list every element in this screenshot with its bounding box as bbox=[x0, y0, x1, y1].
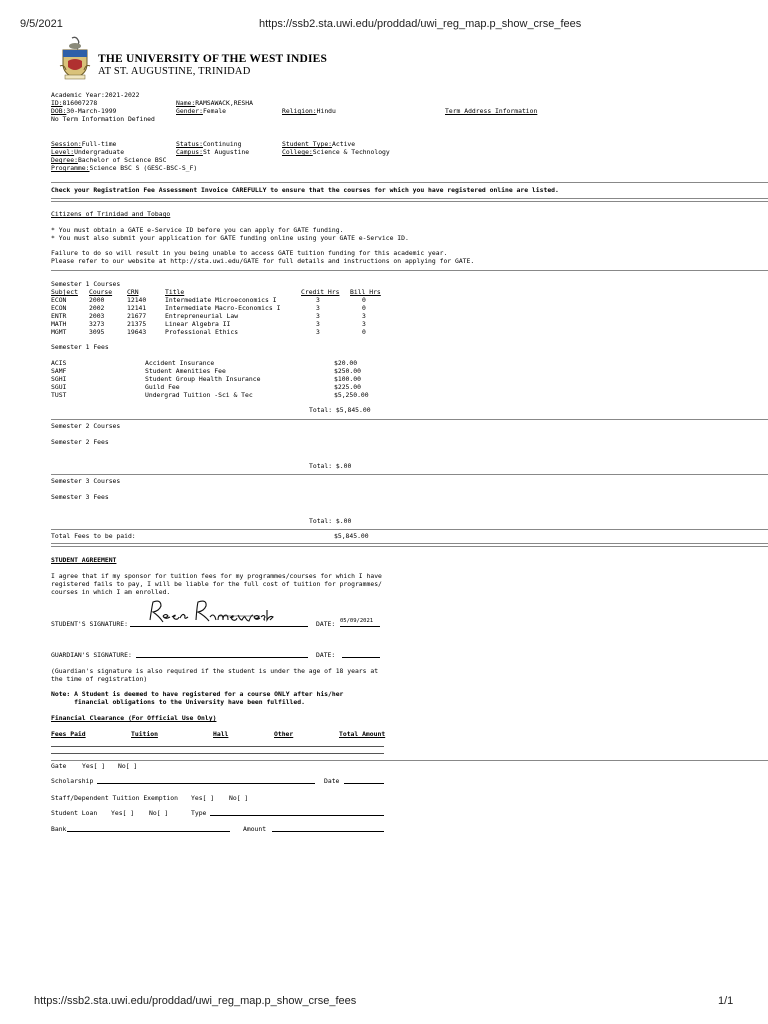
crn-cell: 19643 bbox=[127, 328, 147, 336]
fee-amount: $100.00 bbox=[334, 375, 361, 383]
student-type: Student Type:Active bbox=[282, 140, 356, 148]
student-loan-label: Student Loan bbox=[51, 809, 98, 817]
col-course: Course bbox=[89, 288, 113, 296]
fee-code: SGHI bbox=[51, 375, 67, 383]
student-date-value: 05/09/2021 bbox=[340, 618, 374, 624]
footer-url: https://ssb2.sta.uwi.edu/proddad/uwi_reg_map.p_show_crse_fees bbox=[34, 995, 357, 1007]
divider bbox=[51, 198, 768, 199]
credit-cell: 3 bbox=[316, 312, 320, 320]
fee-amount: $5,250.00 bbox=[334, 391, 369, 399]
guardian-signature-label: GUARDIAN'S SIGNATURE: bbox=[51, 651, 132, 659]
col-bill-hrs: Bill Hrs bbox=[350, 288, 381, 296]
gate-failure: Failure to do so will result in you being unable to access GATE tuition funding for this academic year. bbox=[51, 249, 448, 257]
bill-cell: 0 bbox=[362, 328, 366, 336]
gate-label: Gate bbox=[51, 762, 67, 770]
fee-description: Student Amenities Fee bbox=[145, 367, 226, 375]
financial-clearance-heading: Financial Clearance (For Official Use Only) bbox=[51, 714, 217, 722]
agreement-line-2: registered fails to pay, I will be liable for the full cost of tuition for programmes/ bbox=[51, 580, 382, 588]
sem1-total: Total: $5,845.00 bbox=[309, 406, 371, 414]
religion: Religion:Hindu bbox=[282, 107, 336, 115]
divider bbox=[51, 529, 768, 530]
credit-cell: 3 bbox=[316, 320, 320, 328]
student-id: ID:816007278 bbox=[51, 99, 98, 107]
staff-yes-checkbox[interactable]: Yes[ ] bbox=[191, 794, 215, 802]
print-date: 9/5/2021 bbox=[20, 18, 63, 30]
gate-yes-checkbox[interactable]: Yes[ ] bbox=[82, 762, 106, 770]
divider bbox=[51, 546, 768, 547]
col-fees-paid: Fees Paid bbox=[51, 730, 86, 738]
grand-total-value: $5,845.00 bbox=[334, 532, 369, 540]
course-cell: 3095 bbox=[89, 328, 105, 336]
sem2-courses-title: Semester 2 Courses bbox=[51, 422, 121, 430]
col-total-amount: Total Amount bbox=[339, 730, 386, 738]
subject-cell: ENTR bbox=[51, 312, 67, 320]
sem2-fees-title: Semester 2 Fees bbox=[51, 438, 109, 446]
title-cell: Intermediate Microeconomics I bbox=[165, 296, 277, 304]
registration-note-2: financial obligations to the University have been fulfilled. bbox=[51, 698, 305, 706]
amount-field[interactable] bbox=[272, 831, 384, 832]
col-title: Title bbox=[165, 288, 185, 296]
credit-cell: 3 bbox=[316, 304, 320, 312]
fee-amount: $225.00 bbox=[334, 383, 361, 391]
sem3-courses-title: Semester 3 Courses bbox=[51, 477, 121, 485]
title-cell: Linear Algebra II bbox=[165, 320, 231, 328]
sem1-courses-title: Semester 1 Courses bbox=[51, 280, 121, 288]
fee-description: Accident Insurance bbox=[145, 359, 215, 367]
grand-total-label: Total Fees to be paid: bbox=[51, 532, 136, 540]
title-cell: Entrepreneurial Law bbox=[165, 312, 239, 320]
scholarship-date-label: Date bbox=[324, 777, 340, 785]
bank-field[interactable] bbox=[67, 831, 230, 832]
clearance-row-line bbox=[51, 746, 384, 747]
loan-yes-checkbox[interactable]: Yes[ ] bbox=[111, 809, 135, 817]
col-crn: CRN bbox=[127, 288, 139, 296]
campus: Campus:St Augustine bbox=[176, 148, 250, 156]
col-credit-hrs: Credit Hrs bbox=[301, 288, 340, 296]
subject-cell: MGMT bbox=[51, 328, 67, 336]
programme: Programme:Science BSC S (GESC-BSC-S_F) bbox=[51, 164, 198, 172]
subject-cell: MATH bbox=[51, 320, 67, 328]
divider bbox=[51, 201, 768, 202]
course-cell: 2003 bbox=[89, 312, 105, 320]
divider bbox=[51, 182, 768, 183]
guardian-note-2: the time of registration) bbox=[51, 675, 148, 683]
status: Status:Continuing bbox=[176, 140, 242, 148]
college: College:Science & Technology bbox=[282, 148, 390, 156]
registration-note-1: Note: A Student is deemed to have registered for a course ONLY after his/her bbox=[51, 690, 344, 698]
guardian-date-line[interactable] bbox=[342, 657, 380, 658]
divider bbox=[51, 474, 768, 475]
fee-code: TUST bbox=[51, 391, 67, 399]
page-number: 1/1 bbox=[718, 995, 734, 1007]
course-cell: 3273 bbox=[89, 320, 105, 328]
fee-description: Student Group Health Insurance bbox=[145, 375, 261, 383]
campus-name: AT ST. AUGUSTINE, TRINIDAD bbox=[98, 66, 251, 77]
student-signature-image bbox=[148, 598, 278, 628]
student-name: Name:RAMSAWACK,RESHA bbox=[176, 99, 253, 107]
no-term-info: No Term Information Defined bbox=[51, 115, 155, 123]
fee-code: ACIS bbox=[51, 359, 67, 367]
crn-cell: 12140 bbox=[127, 296, 147, 304]
registration-notice: Check your Registration Fee Assessment Invoice CAREFULLY to ensure that the courses for which you have registered online are listed. bbox=[51, 186, 559, 194]
divider bbox=[51, 760, 768, 761]
fee-code: SGUI bbox=[51, 383, 67, 391]
gate-bullet-2: * You must also submit your application for GATE funding online using your GATE e-Service ID. bbox=[51, 234, 409, 242]
loan-no-checkbox[interactable]: No[ ] bbox=[149, 809, 169, 817]
fee-description: Guild Fee bbox=[145, 383, 180, 391]
divider bbox=[51, 543, 768, 544]
sem3-total: Total: $.00 bbox=[309, 517, 352, 525]
bill-cell: 3 bbox=[362, 312, 366, 320]
loan-type-label: Type bbox=[191, 809, 207, 817]
divider bbox=[51, 419, 768, 420]
amount-label: Amount bbox=[243, 825, 267, 833]
academic-year: Academic Year:2021-2022 bbox=[51, 91, 140, 99]
crn-cell: 21677 bbox=[127, 312, 147, 320]
citizens-heading: Citizens of Trinidad and Tobago bbox=[51, 210, 171, 218]
scholarship-date-field[interactable] bbox=[344, 783, 384, 784]
course-cell: 2000 bbox=[89, 296, 105, 304]
fee-code: SAMF bbox=[51, 367, 67, 375]
fee-amount: $20.00 bbox=[334, 359, 358, 367]
col-other: Other bbox=[274, 730, 294, 738]
subject-cell: ECON bbox=[51, 296, 67, 304]
guardian-note-1: (Guardian's signature is also required if the student is under the age of 18 years at bbox=[51, 667, 379, 675]
gate-bullet-1: * You must obtain a GATE e-Service ID before you can apply for GATE funding. bbox=[51, 226, 344, 234]
course-cell: 2002 bbox=[89, 304, 105, 312]
crn-cell: 21375 bbox=[127, 320, 147, 328]
bill-cell: 0 bbox=[362, 296, 366, 304]
divider bbox=[51, 270, 768, 271]
student-date-label: DATE: bbox=[316, 620, 336, 628]
crn-cell: 12141 bbox=[127, 304, 147, 312]
gender: Gender:Female bbox=[176, 107, 227, 115]
student-date-line[interactable] bbox=[340, 626, 380, 627]
term-address-heading: Term Address Information bbox=[445, 107, 538, 115]
col-subject: Subject bbox=[51, 288, 78, 296]
agreement-line-1: I agree that if my sponsor for tuition fees for my programmes/courses for which I have bbox=[51, 572, 382, 580]
gate-website: Please refer to our website at http://sta.uwi.edu/GATE for full details and instructions on applying for GATE. bbox=[51, 257, 475, 265]
agreement-heading: STUDENT AGREEMENT bbox=[51, 556, 117, 564]
guardian-signature-line[interactable] bbox=[136, 657, 308, 658]
guardian-date-label: DATE: bbox=[316, 651, 336, 659]
university-name: THE UNIVERSITY OF THE WEST INDIES bbox=[98, 53, 328, 65]
clearance-row-line bbox=[51, 753, 384, 754]
sem1-fees-title: Semester 1 Fees bbox=[51, 343, 109, 351]
staff-no-checkbox[interactable]: No[ ] bbox=[229, 794, 249, 802]
title-cell: Professional Ethics bbox=[165, 328, 239, 336]
university-crest-logo bbox=[58, 36, 92, 80]
sem2-total: Total: $.00 bbox=[309, 462, 352, 470]
subject-cell: ECON bbox=[51, 304, 67, 312]
level: Level:Undergraduate bbox=[51, 148, 125, 156]
scholarship-field[interactable] bbox=[97, 783, 315, 784]
loan-type-field[interactable] bbox=[210, 815, 384, 816]
session: Session:Full-time bbox=[51, 140, 117, 148]
gate-no-checkbox[interactable]: No[ ] bbox=[118, 762, 138, 770]
title-cell: Intermediate Macro-Economics I bbox=[165, 304, 281, 312]
fee-description: Undergrad Tuition -Sci & Tec bbox=[145, 391, 253, 399]
bank-label: Bank bbox=[51, 825, 67, 833]
staff-exemption-label: Staff/Dependent Tuition Exemption bbox=[51, 794, 178, 802]
dob: DOB:30-March-1999 bbox=[51, 107, 117, 115]
col-hall: Hall bbox=[213, 730, 229, 738]
student-signature-label: STUDENT'S SIGNATURE: bbox=[51, 620, 128, 628]
print-url: https://ssb2.sta.uwi.edu/proddad/uwi_reg_map.p_show_crse_fees bbox=[259, 18, 582, 30]
agreement-line-3: courses in which I am enrolled. bbox=[51, 588, 171, 596]
degree: Degree:Bachelor of Science BSC bbox=[51, 156, 167, 164]
bill-cell: 0 bbox=[362, 304, 366, 312]
col-tuition: Tuition bbox=[131, 730, 158, 738]
scholarship-label: Scholarship bbox=[51, 777, 94, 785]
credit-cell: 3 bbox=[316, 296, 320, 304]
sem3-fees-title: Semester 3 Fees bbox=[51, 493, 109, 501]
fee-amount: $250.00 bbox=[334, 367, 361, 375]
bill-cell: 3 bbox=[362, 320, 366, 328]
credit-cell: 3 bbox=[316, 328, 320, 336]
